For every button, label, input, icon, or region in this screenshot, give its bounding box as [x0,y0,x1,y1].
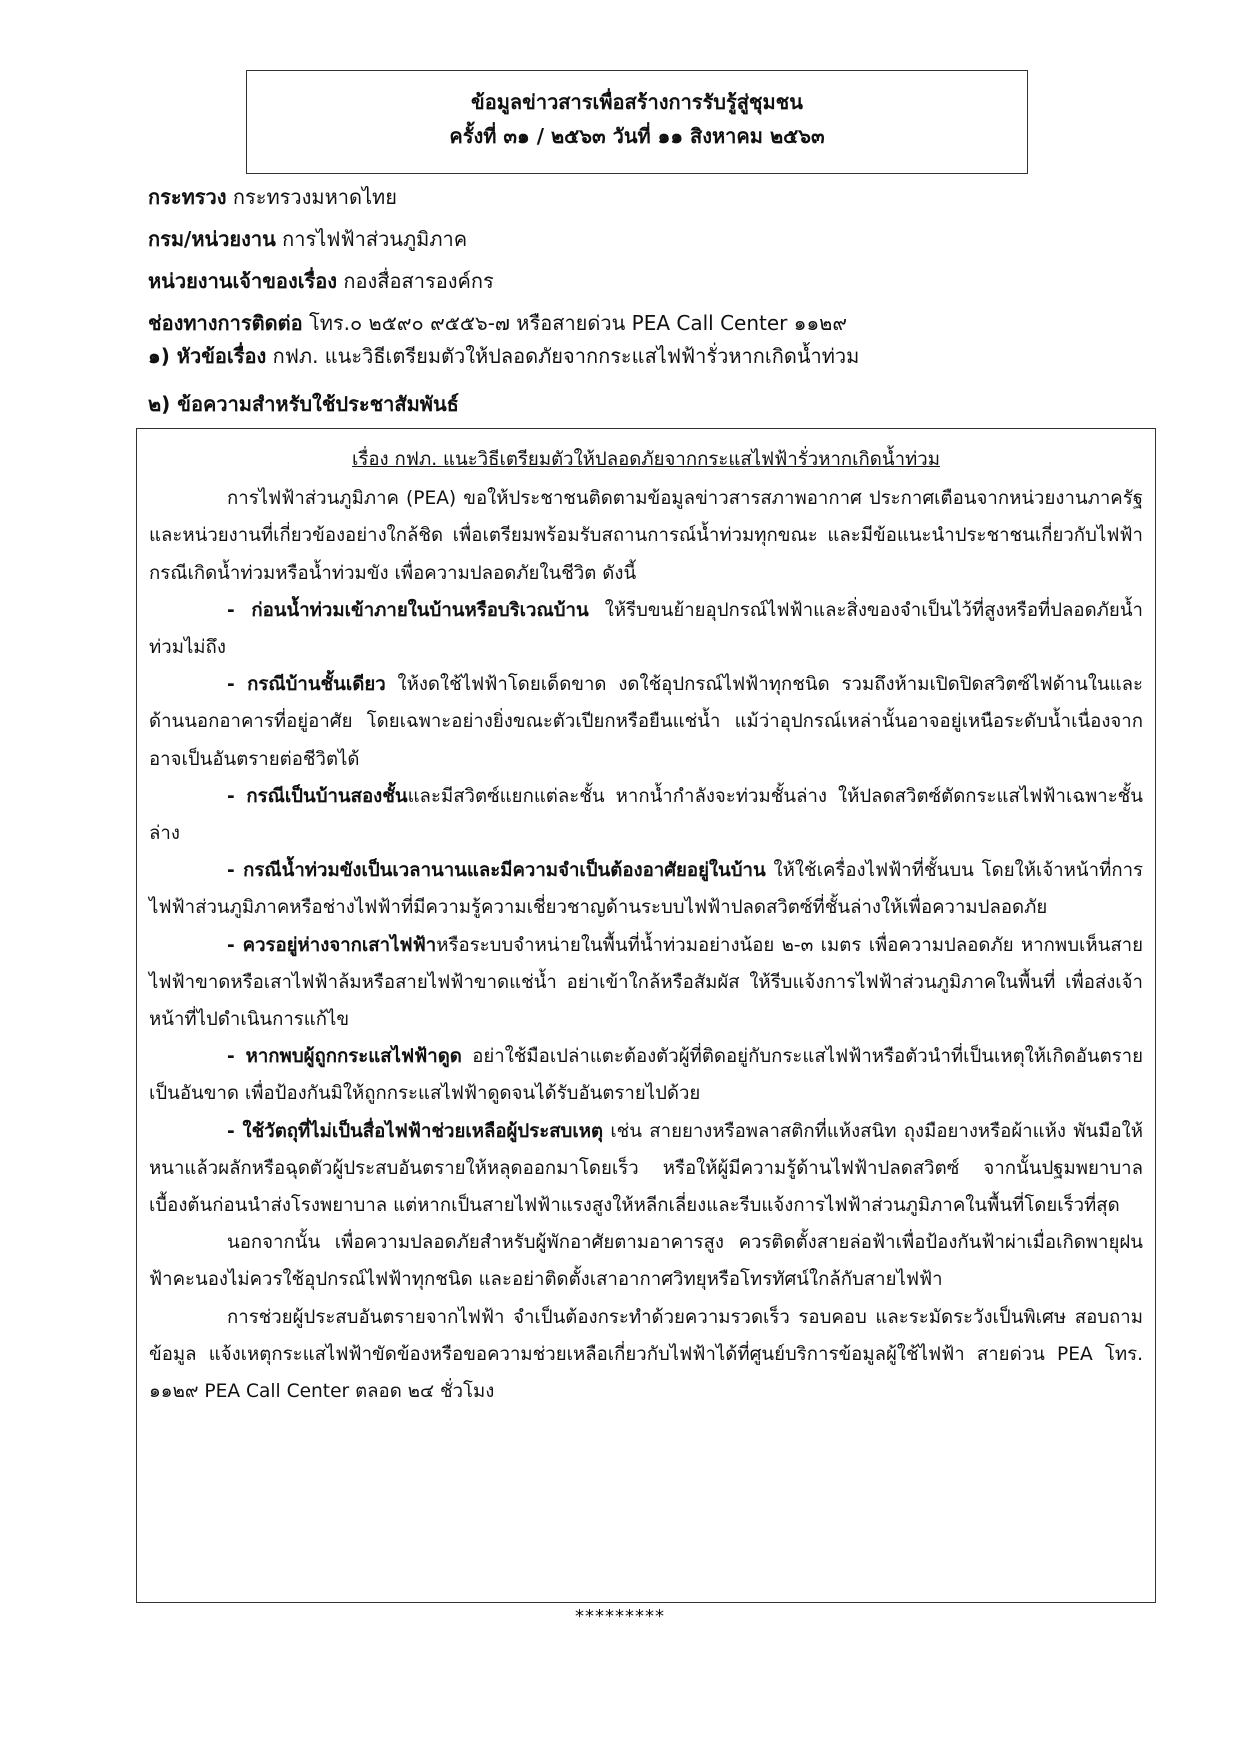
meta-owner-label: หน่วยงานเจ้าของเรื่อง [148,269,338,293]
header-issue-date: ครั้งที่ ๓๑ / ๒๕๖๓ วันที่ ๑๑ สิงหาคม ๒๕๖๓ [449,124,825,148]
meta-department-value: การไฟฟ้าส่วนภูมิภาค [275,227,468,251]
article-box [136,428,1156,1603]
article-item-heading: - ควรอยู่ห่างจากเสาไฟฟ้า [227,934,437,956]
meta-department [148,218,1148,260]
article-item [149,927,1143,1039]
article-item [149,778,1143,852]
meta-contact-label: ช่องทางการติดต่อ [148,311,303,335]
article-item [149,1038,1143,1112]
meta-department-label: กรม/หน่วยงาน [148,227,276,251]
article-item-heading: - กรณีน้ำท่วมขังเป็นเวลานานและมีความจำเป็นต้องอาศัยอยู่ในบ้าน [227,860,766,882]
article-item-heading: - กรณีบ้านชั้นเดียว [227,674,386,696]
article-item-text: เช่น สายยางหรือพลาสติกที่แห้งสนิท ถุงมือยางหรือผ้าแห้ง พันมือให้หนาแล้วผลักหรือฉุดตัวผู้ประสบอันตรายให้หลุดออกมาโดยเร็ว หรือให้ผู้มีความรู้ด้านไฟฟ้าปลดสวิตซ์ จากนั้นปฐมพยาบาลเบื้องต้นก่อนนำส่งโรงพยาบาล แต่หากเป็นสายไฟฟ้าแรงสูงให้หลีกเลี่ยงและรีบแจ้งการไฟฟ้าส่วนภูมิภาคในพื้นที่โดยเร็วที่สุด [149,1120,1143,1217]
article-item [149,592,1143,666]
meta-ministry [148,176,1148,218]
document-header [246,70,1028,174]
meta-ministry-value: กระทรวงมหาดไทย [226,185,397,209]
article-paragraph: นอกจากนั้น เพื่อความปลอดภัยสำหรับผู้พักอาศัยตามอาคารสูง ควรติดตั้งสายล่อฟ้าเพื่อป้องกันฟ้าผ่าเมื่อเกิดพายุฝนฟ้าคะนองไม่ควรใช้อุปกรณ์ไฟฟ้าทุกชนิด และอย่าติดตั้งเสาอากาศวิทยุหรือโทรทัศน์ใกล้กับสายไฟฟ้า [149,1232,1143,1291]
article-item-text: ให้ใช้เครื่องไฟฟ้าที่ชั้นบน โดยให้เจ้าหน้าที่การไฟฟ้าส่วนภูมิภาคหรือช่างไฟฟ้าที่มีความรู้ความเชี่ยวชาญด้านระบบไฟฟ้าปลดสวิตซ์ที่ชั้นล่างให้เพื่อความปลอดภัย [149,860,1144,919]
article-item-text: อย่าใช้มือเปล่าแตะต้องตัวผู้ที่ติดอยู่กับกระแสไฟฟ้าหรือตัวนำที่เป็นเหตุให้เกิดอันตรายเป็นอันขาด เพื่อป้องกันมิให้ถูกกระแสไฟฟ้าดูดจนได้รับอันตรายไปด้วย [149,1046,1143,1105]
section-1-topic [148,336,859,376]
header-title: ข้อมูลข่าวสารเพื่อสร้างการรับรู้สู่ชุมชน [471,90,803,114]
meta-ministry-label: กระทรวง [148,185,227,209]
section-1-label: ๑) หัวข้อเรื่อง [148,344,267,368]
article-item [149,1113,1143,1225]
article-item-heading: - ก่อนน้ำท่วมเข้าภายในบ้านหรือบริเวณบ้าน [227,599,589,621]
article-item-text: ให้งดใช้ไฟฟ้าโดยเด็ดขาด งดใช้อุปกรณ์ไฟฟ้าทุกชนิด รวมถึงห้ามเปิดปิดสวิตซ์ไฟด้านในและด้านนอกอาคารที่อยู่อาศัย โดยเฉพาะอย่างยิ่งขณะตัวเปียกหรือยืนแช่น้ำ แม้ว่าอุปกรณ์เหล่านั้นอาจอยู่เหนือระดับน้ำเนื่องจากอาจเป็นอันตรายต่อชีวิตได้ [149,674,1143,770]
section-1-value: กฟภ. แนะวิธีเตรียมตัวให้ปลอดภัยจากกระแสไฟฟ้ารั่วหากเกิดน้ำท่วม [266,344,860,368]
article-item-text: และมีสวิตซ์แยกแต่ละชั้น หากน้ำกำลังจะท่วมชั้นล่าง ให้ปลดสวิตซ์ตัดกระแสไฟฟ้าเฉพาะชั้นล่าง [149,785,1144,845]
article-item-heading: - ใช้วัตถุที่ไม่เป็นสื่อไฟฟ้าช่วยเหลือผู้ประสบเหตุ [227,1120,604,1142]
article-intro: การไฟฟ้าส่วนภูมิภาค (PEA) ขอให้ประชาชนติดตามข้อมูลข่าวสารสภาพอากาศ ประกาศเตือนจากหน่วยงานภาครัฐและหน่วยงานที่เกี่ยวข้องอย่างใกล้ชิด เพื่อเตรียมพร้อมรับสถานการณ์น้ำท่วมทุกขณะ และมีข้อแนะนำประชาชนเกี่ยวกับไฟฟ้า กรณีเกิดน้ำท่วมหรือน้ำท่วมขัง เพื่อความปลอดภัยในชีวิต ดังนี้ [149,488,1143,584]
section-2-heading: ๒) ข้อความสำหรับใช้ประชาสัมพันธ์ [148,392,459,416]
meta-contact-value: โทร.๐ ๒๕๙๐ ๙๕๕๖-๗ หรือสายด่วน PEA Call Center ๑๑๒๙ [302,311,847,335]
article-item-heading: - กรณีเป็นบ้านสองชั้น [227,785,408,807]
article-item-text: หรือระบบจำหน่ายในพื้นที่น้ำท่วมอย่างน้อย ๒-๓ เมตร เพื่อความปลอดภัย หากพบเห็นสายไฟฟ้าขาดหรือเสาไฟฟ้าล้มหรือสายไฟฟ้าขาดแช่น้ำ อย่าเข้าใกล้หรือสัมผัส ให้รีบแจ้งการไฟฟ้าส่วนภูมิภาคในพื้นที่ เพื่อส่งเจ้าหน้าที่ไปดำเนินการแก้ไข [149,934,1144,1031]
article-item-text: ให้รีบขนย้ายอุปกรณ์ไฟฟ้าและสิ่งของจำเป็นไว้ที่สูงหรือที่ปลอดภัยน้ำท่วมไม่ถึง [149,599,1143,659]
article-item [149,666,1143,778]
meta-owner [148,260,1148,302]
article-item [149,852,1143,926]
end-marker: ********* [575,1606,665,1627]
document-meta [148,176,1148,344]
article-closing-paragraph: การช่วยผู้ประสบอันตรายจากไฟฟ้า จำเป็นต้องกระทำด้วยความรวดเร็ว รอบคอบ และระมัดระวังเป็นพิเศษ สอบถามข้อมูล แจ้งเหตุกระแสไฟฟ้าขัดข้องหรือขอความช่วยเหลือเกี่ยวกับไฟฟ้าได้ที่ศูนย์บริการข้อมูลผู้ใช้ไฟฟ้า สายด่วน PEA โทร. ๑๑๒๙ PEA Call Center ตลอด ๒๔ ชั่วโมง [149,1306,1143,1403]
article-title: เรื่อง กฟภ. แนะวิธีเตรียมตัวให้ปลอดภัยจากกระแสไฟฟ้ารั่วหากเกิดน้ำท่วม [352,449,940,470]
meta-owner-value: กองสื่อสารองค์กร [337,269,494,293]
article-item-heading: - หากพบผู้ถูกกระแสไฟฟ้าดูด [227,1046,462,1068]
